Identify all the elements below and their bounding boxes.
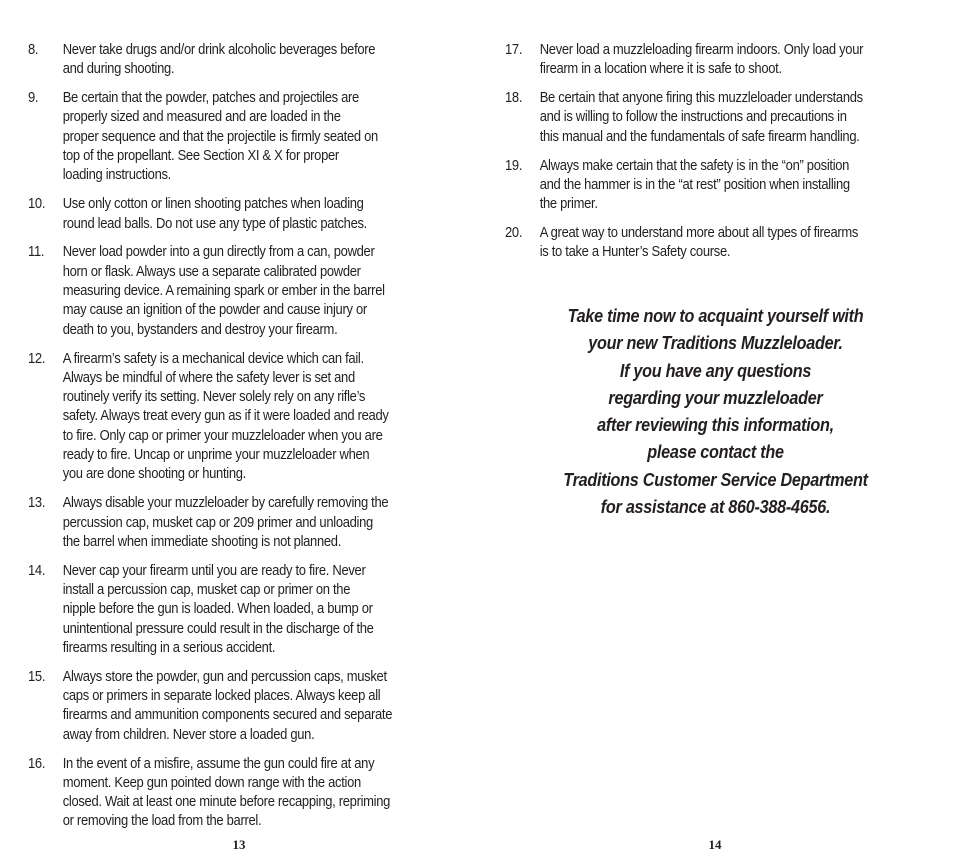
item-number: 10. [28, 196, 46, 213]
page-number: 13 [232, 837, 246, 852]
text-line: and during shooting. [62, 61, 175, 78]
text-line: properly sized and measured and are loaded in the [62, 109, 341, 126]
list-item [505, 224, 930, 263]
item-number: 12. [28, 350, 46, 367]
item-number: 15. [28, 668, 46, 685]
text-line: the barrel when immediate shooting is not planned. [62, 533, 342, 550]
text-line: Always disable your muzzleloader by carefully removing the [62, 495, 389, 512]
notice-line: Traditions Customer Service Department [563, 469, 868, 490]
text-line: proper sequence and that the projectile is firmly seated on [62, 128, 378, 145]
item-text [63, 243, 454, 339]
text-line: death to you, bystanders and destroy your firearm. [62, 321, 338, 338]
text-line: A firearm’s safety is a mechanical device which can fail. [62, 350, 364, 367]
list-item [28, 243, 453, 339]
item-number: 20. [505, 225, 523, 242]
text-line: ready to fire. Uncap or unprime your muzzleloader when [62, 447, 370, 464]
text-line: or removing the load from the barrel. [62, 813, 262, 830]
notice-line: regarding your muzzleloader [608, 387, 823, 408]
item-text [63, 668, 454, 745]
item-number: 8. [28, 42, 39, 58]
list-item [28, 41, 453, 80]
text-line: install a percussion cap, musket cap or primer on the [62, 581, 351, 598]
list-item [28, 350, 453, 485]
text-line: nipple before the gun is loaded. When loaded, a bump or [62, 601, 373, 618]
customer-service-notice [477, 303, 954, 521]
text-line: Always be mindful of where the safety lever is set and [62, 369, 355, 386]
list-item [505, 41, 930, 80]
list-item [28, 494, 453, 552]
text-line: Be certain that the powder, patches and projectiles are [62, 90, 359, 107]
text-line: firearms resulting in a serious accident. [62, 639, 276, 656]
notice-line: for assistance at 860-388-4656. [600, 497, 831, 518]
item-number: 11. [28, 244, 45, 261]
item-text [63, 755, 454, 832]
item-text [540, 41, 931, 80]
notice-line: If you have any questions [619, 360, 812, 381]
text-line: moment. Keep gun pointed down range with the action [62, 774, 361, 791]
text-line: to fire. Only cap or primer your muzzleloader when you are [62, 427, 383, 444]
text-line: closed. Wait at least one minute before recapping, repriming [62, 794, 391, 811]
text-line: horn or flask. Always use a separate calibrated powder [62, 263, 361, 280]
item-number: 9. [28, 90, 39, 107]
text-line: the primer. [539, 196, 598, 213]
item-text [63, 89, 454, 185]
text-line: round lead balls. Do not use any type of plastic patches. [62, 215, 367, 232]
text-line: Never cap your firearm until you are ready to fire. Never [62, 562, 366, 579]
text-line: In the event of a misfire, assume the gun could fire at any [62, 755, 375, 772]
list-item [28, 562, 453, 658]
list-item [505, 157, 930, 215]
text-line: Always make certain that the safety is in the “on” position [539, 157, 850, 174]
item-number: 13. [28, 495, 46, 512]
text-line: measuring device. A remaining spark or ember in the barrel [62, 283, 385, 300]
item-number: 14. [28, 562, 46, 579]
item-text [63, 350, 454, 485]
text-line: Be certain that anyone firing this muzzleloader understands [539, 90, 863, 107]
text-line: and is willing to follow the instructions and precautions in [539, 109, 847, 126]
text-line: top of the propellant. See Section XI & X for proper [62, 148, 339, 165]
notice-line: after reviewing this information, [597, 415, 834, 436]
list-item [505, 89, 930, 147]
text-line: you are done shooting or hunting. [62, 466, 246, 483]
text-line: percussion cap, musket cap or 209 primer and unloading [62, 514, 373, 531]
text-line: Use only cotton or linen shooting patches when loading [62, 196, 364, 213]
text-line: is to take a Hunter’s Safety course. [539, 244, 731, 261]
page-number: 14 [708, 837, 722, 852]
item-text [63, 494, 454, 552]
safety-rules-list-right [505, 41, 930, 272]
text-line: Never take drugs and/or drink alcoholic beverages before [62, 42, 376, 58]
item-text [63, 41, 454, 80]
text-line: firearm in a location where it is safe to shoot. [539, 61, 782, 78]
item-text [63, 562, 454, 658]
notice-line: please contact the [647, 442, 784, 463]
text-line: may cause an ignition of the powder and cause injury or [62, 302, 367, 319]
list-item [28, 89, 453, 185]
item-number: 17. [505, 42, 523, 58]
list-item [28, 668, 453, 745]
item-number: 18. [505, 90, 523, 107]
item-number: 16. [28, 755, 46, 772]
notice-line: your new Traditions Muzzleloader. [588, 333, 843, 354]
text-line: routinely verify its setting. Never solely rely on any rifle’s [62, 389, 366, 406]
text-line: Never load powder into a gun directly from a can, powder [62, 244, 375, 261]
item-text [63, 195, 454, 234]
notice-line: Take time now to acquaint yourself with [567, 306, 864, 326]
text-line: this manual and the fundamentals of safe firearm handling. [539, 128, 860, 145]
text-line: Always store the powder, gun and percussion caps, musket [62, 668, 387, 685]
text-line: caps or primers in separate locked places. Always keep all [62, 688, 381, 705]
text-line: unintentional pressure could result in the discharge of the [62, 620, 374, 637]
item-number: 19. [505, 157, 523, 174]
text-line: A great way to understand more about all types of firearms [539, 225, 859, 242]
item-text [540, 224, 931, 263]
text-line: and the hammer is in the “at rest” position when installing [539, 176, 850, 193]
list-item [28, 755, 453, 832]
text-line: loading instructions. [62, 167, 171, 184]
item-text [540, 157, 931, 215]
text-line: Never load a muzzleloading firearm indoors. Only load your [539, 42, 864, 58]
safety-rules-list-left [28, 41, 453, 841]
text-line: firearms and ammunition components secured and separate [62, 707, 393, 724]
text-line: safety. Always treat every gun as if it were loaded and ready [62, 408, 389, 425]
right-page [477, 0, 954, 868]
item-text [540, 89, 931, 147]
text-line: away from children. Never store a loaded gun. [62, 726, 315, 743]
list-item [28, 195, 453, 234]
